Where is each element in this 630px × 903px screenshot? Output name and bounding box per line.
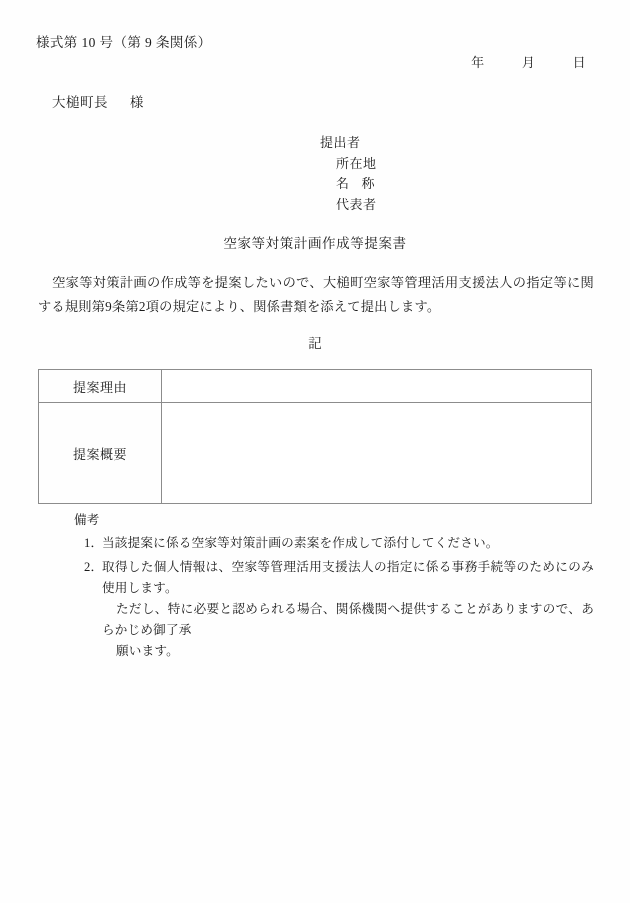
ki-marker: 記 xyxy=(308,336,322,351)
table-row xyxy=(39,370,592,403)
list-item xyxy=(74,533,594,554)
list-item xyxy=(74,557,594,662)
notes-section xyxy=(74,511,594,662)
note-body-1 xyxy=(102,533,594,554)
submitter-address-label: 所在地 xyxy=(336,155,377,171)
addressee-name: 大槌町長 xyxy=(52,95,108,110)
note-number-2: 2． xyxy=(84,560,104,574)
submitter-block xyxy=(320,133,377,215)
body-line-1: 空家等対策計画の作成等を提案したいので、大槌町空家等管理活用支援法人の指定等に関する規則第9 xyxy=(38,275,594,314)
body-paragraph xyxy=(38,271,594,319)
submitter-name-label-b: 称 xyxy=(361,176,376,191)
note-2-line-3: 願います。 xyxy=(116,644,179,658)
date-day-label: 日 xyxy=(572,55,586,70)
date-line xyxy=(0,52,586,71)
addressee xyxy=(52,91,144,111)
note-body-2 xyxy=(102,557,594,662)
submitter-name-label-a: 名 xyxy=(336,176,350,191)
table-label-outline: 提案概要 xyxy=(39,403,162,504)
date-year-label: 年 xyxy=(471,55,485,70)
note-number-1: 1． xyxy=(84,536,104,550)
proposal-table xyxy=(38,369,592,504)
table-label-reason: 提案理由 xyxy=(39,370,162,403)
form-number: 様式第 10 号（第 9 条関係） xyxy=(36,35,212,50)
note-2-line-2: ただし、特に必要と認められる場合、関係機関へ提供することがありますので、あらかじめ御了承 xyxy=(102,602,594,637)
notes-heading: 備考 xyxy=(74,513,100,527)
body-line-2: 条第2項の規定により、関係書類を添えて提出します。 xyxy=(112,299,441,314)
table-input-reason[interactable] xyxy=(162,370,592,403)
addressee-honorific: 様 xyxy=(129,95,144,110)
note-2-line-1: 取得した個人情報は、空家等管理活用支援法人の指定に係る事務手続等のためにのみ使用します。 xyxy=(102,560,594,595)
submitter-name-label xyxy=(336,174,377,195)
submitter-representative-label: 代表者 xyxy=(336,196,377,212)
date-month-label: 月 xyxy=(521,55,536,70)
table-row xyxy=(39,403,592,504)
note-1-line-1: 当該提案に係る空家等対策計画の素案を作成して添付してください。 xyxy=(102,536,499,550)
table-input-outline[interactable] xyxy=(162,403,592,504)
submitter-heading: 提出者 xyxy=(320,135,361,150)
page-title: 空家等対策計画作成等提案書 xyxy=(223,236,407,251)
